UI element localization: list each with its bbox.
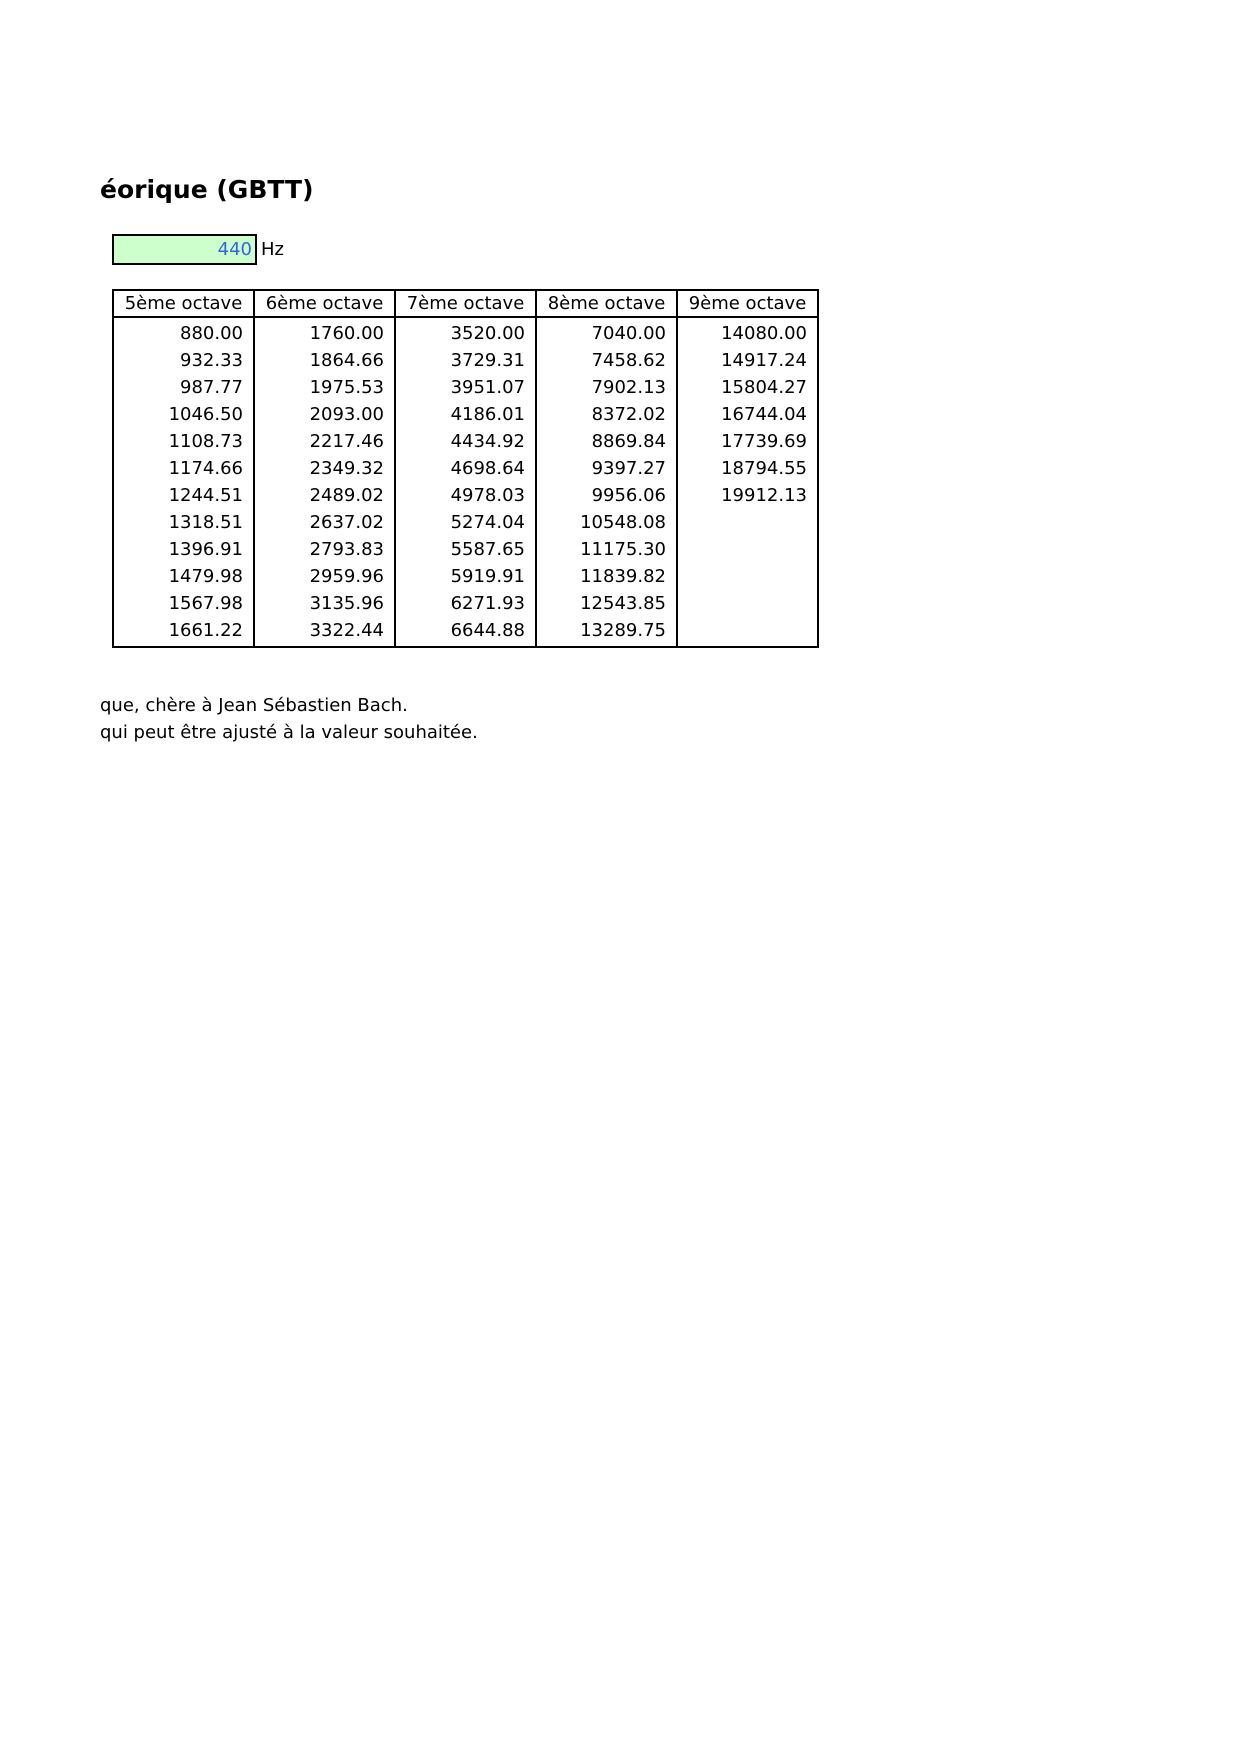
table-cell[interactable]: 12543.85 (536, 590, 677, 617)
table-cell[interactable]: 1864.66 (254, 347, 395, 374)
table-cell[interactable]: 14080.00 (677, 317, 818, 347)
table-cell[interactable]: 16744.04 (677, 401, 818, 428)
table-cell[interactable]: 1046.50 (113, 401, 254, 428)
table-row (113, 347, 818, 374)
table-cell[interactable]: 2489.02 (254, 482, 395, 509)
table-row (113, 536, 818, 563)
table-row (113, 563, 818, 590)
table-cell[interactable]: 10548.08 (536, 509, 677, 536)
column-header: 7ème octave (395, 290, 536, 317)
table-cell[interactable]: 932.33 (113, 347, 254, 374)
table-cell[interactable]: 987.77 (113, 374, 254, 401)
reference-frequency-input[interactable]: 440 (112, 234, 257, 265)
table-cell[interactable]: 4434.92 (395, 428, 536, 455)
table-cell[interactable]: 1318.51 (113, 509, 254, 536)
table-row (113, 590, 818, 617)
table-cell[interactable]: 2637.02 (254, 509, 395, 536)
table-cell[interactable] (677, 536, 818, 563)
column-header: 8ème octave (536, 290, 677, 317)
table-cell[interactable] (677, 563, 818, 590)
note-line: que, chère à Jean Sébastien Bach. (100, 695, 408, 716)
table-cell[interactable]: 15804.27 (677, 374, 818, 401)
table-cell[interactable]: 2349.32 (254, 455, 395, 482)
table-cell[interactable]: 13289.75 (536, 617, 677, 647)
table-row (113, 509, 818, 536)
table-row (113, 617, 818, 647)
table-cell[interactable]: 5919.91 (395, 563, 536, 590)
table-cell[interactable]: 8869.84 (536, 428, 677, 455)
table-cell[interactable]: 4978.03 (395, 482, 536, 509)
reference-frequency-row (112, 235, 284, 264)
table-cell[interactable]: 14917.24 (677, 347, 818, 374)
table-cell[interactable]: 1174.66 (113, 455, 254, 482)
table-cell[interactable]: 11839.82 (536, 563, 677, 590)
table-cell[interactable]: 1661.22 (113, 617, 254, 647)
table-cell[interactable]: 1567.98 (113, 590, 254, 617)
table-cell[interactable]: 3951.07 (395, 374, 536, 401)
table-cell[interactable]: 8372.02 (536, 401, 677, 428)
table-row (113, 374, 818, 401)
table-row (113, 401, 818, 428)
notes-block (100, 692, 700, 746)
table-cell[interactable]: 7040.00 (536, 317, 677, 347)
table-cell[interactable]: 1244.51 (113, 482, 254, 509)
table-cell[interactable]: 18794.55 (677, 455, 818, 482)
table-cell[interactable]: 19912.13 (677, 482, 818, 509)
table-cell[interactable]: 5274.04 (395, 509, 536, 536)
table-cell[interactable]: 1479.98 (113, 563, 254, 590)
table-cell[interactable]: 1396.91 (113, 536, 254, 563)
table-cell[interactable]: 7458.62 (536, 347, 677, 374)
table-cell[interactable]: 9956.06 (536, 482, 677, 509)
table-cell[interactable]: 2959.96 (254, 563, 395, 590)
page-title: éorique (GBTT) (100, 175, 314, 204)
table-row (113, 482, 818, 509)
column-header: 9ème octave (677, 290, 818, 317)
table-cell[interactable] (677, 509, 818, 536)
table-cell[interactable]: 7902.13 (536, 374, 677, 401)
table-cell[interactable]: 3520.00 (395, 317, 536, 347)
table-row (113, 317, 818, 347)
table-cell[interactable]: 4186.01 (395, 401, 536, 428)
column-header: 5ème octave (113, 290, 254, 317)
table-body (113, 317, 818, 647)
table-cell[interactable]: 3729.31 (395, 347, 536, 374)
reference-frequency-unit: Hz (261, 239, 284, 260)
table-header-row (113, 290, 818, 317)
table-cell[interactable]: 9397.27 (536, 455, 677, 482)
table-cell[interactable]: 2093.00 (254, 401, 395, 428)
table-cell[interactable]: 11175.30 (536, 536, 677, 563)
table-cell[interactable]: 2217.46 (254, 428, 395, 455)
column-header: 6ème octave (254, 290, 395, 317)
table-cell[interactable]: 1975.53 (254, 374, 395, 401)
table-cell[interactable]: 17739.69 (677, 428, 818, 455)
table-cell[interactable]: 2793.83 (254, 536, 395, 563)
table-cell[interactable]: 6644.88 (395, 617, 536, 647)
table-cell[interactable]: 1108.73 (113, 428, 254, 455)
table-cell[interactable] (677, 617, 818, 647)
table-cell[interactable]: 5587.65 (395, 536, 536, 563)
table-row (113, 455, 818, 482)
table-cell[interactable]: 880.00 (113, 317, 254, 347)
note-line: qui peut être ajusté à la valeur souhaitée. (100, 722, 478, 743)
table-cell[interactable]: 6271.93 (395, 590, 536, 617)
table-cell[interactable]: 3322.44 (254, 617, 395, 647)
table-cell[interactable]: 4698.64 (395, 455, 536, 482)
frequency-table (112, 289, 819, 648)
table-cell[interactable]: 3135.96 (254, 590, 395, 617)
table-cell[interactable]: 1760.00 (254, 317, 395, 347)
table-cell[interactable] (677, 590, 818, 617)
table-row (113, 428, 818, 455)
